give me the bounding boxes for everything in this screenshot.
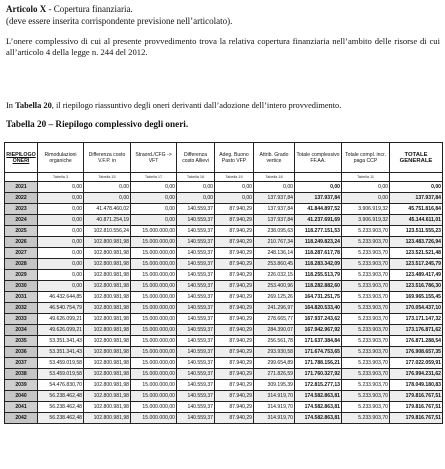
summary-text: , il riepilogo riassuntivo degli oneri derivanti dall’adozione dell’intero provvedimento. — [51, 101, 342, 110]
year-cell: 2027 — [5, 248, 38, 259]
ref-cell: Tabella 11 — [342, 173, 390, 182]
table-header-row — [5, 143, 443, 173]
differenza-vfp-cell: 102.800.981,98 — [84, 336, 131, 347]
header-grado-vertice: Attrib. Grado vertice — [254, 143, 295, 173]
rimodulazioni-cell: 53.459.019,58 — [38, 369, 84, 380]
year-cell: 2036 — [5, 347, 38, 358]
summary-paragraph — [6, 101, 341, 110]
year-cell: 2025 — [5, 226, 38, 237]
differenza-vfp-cell: 102.800.981,98 — [84, 237, 131, 248]
year-cell: 2039 — [5, 380, 38, 391]
totale-ffaa-cell: 164.820.533,40 — [295, 303, 342, 314]
straordinari-cell: 15.000.000,00 — [131, 270, 177, 281]
straordinari-cell: 15.000.000,00 — [131, 391, 177, 402]
allievi-cell: 140.559,37 — [177, 303, 215, 314]
totale-ccp-cell: 5.233.903,70 — [342, 325, 390, 336]
ref-cell: Tabella 3 — [38, 173, 84, 182]
totale-ccp-cell: 3.906.919,32 — [342, 215, 390, 226]
differenza-vfp-cell: 102.800.981,98 — [84, 303, 131, 314]
allievi-cell: 140.559,37 — [177, 281, 215, 292]
ref-cell: Tabella 15 — [84, 173, 131, 182]
totale-ffaa-cell: 118.277.151,53 — [295, 226, 342, 237]
rimodulazioni-cell: 54.476.830,70 — [38, 380, 84, 391]
straordinari-cell: 15.000.000,00 — [131, 237, 177, 248]
buono-pasto-cell: 87.940,29 — [215, 292, 254, 303]
table-row — [5, 292, 443, 303]
year-cell: 2030 — [5, 281, 38, 292]
table-row — [5, 248, 443, 259]
rimodulazioni-cell: 0,00 — [38, 182, 84, 193]
allievi-cell: 140.559,37 — [177, 358, 215, 369]
table-row — [5, 303, 443, 314]
grado-vertice-cell: 271.826,59 — [254, 369, 295, 380]
buono-pasto-cell: 87.940,29 — [215, 226, 254, 237]
header-differenza-vfp: Differenza costo V.F.P. in — [84, 143, 131, 173]
totale-ffaa-cell: 167.937.243,62 — [295, 314, 342, 325]
rimodulazioni-cell: 0,00 — [38, 237, 84, 248]
buono-pasto-cell: 87.940,29 — [215, 413, 254, 424]
allievi-cell: 140.559,37 — [177, 270, 215, 281]
totale-ffaa-cell: 171.788.156,21 — [295, 358, 342, 369]
totale-ccp-cell: 5.233.903,70 — [342, 358, 390, 369]
year-cell: 2041 — [5, 402, 38, 413]
totale-ffaa-cell: 174.582.863,81 — [295, 413, 342, 424]
totale-ffaa-cell: 167.942.967,92 — [295, 325, 342, 336]
table-row — [5, 215, 443, 226]
totale-generale-cell: 123.521.521,48 — [390, 248, 443, 259]
rimodulazioni-cell: 56.238.462,48 — [38, 402, 84, 413]
header-totale-ccp: Totale compl. incr. paga CCP — [342, 143, 390, 173]
totale-ccp-cell: 5.233.903,70 — [342, 336, 390, 347]
rimodulazioni-cell: 0,00 — [38, 204, 84, 215]
article-heading — [6, 4, 133, 14]
totale-ccp-cell: 5.233.903,70 — [342, 347, 390, 358]
allievi-cell: 140.559,37 — [177, 314, 215, 325]
year-cell: 2034 — [5, 325, 38, 336]
buono-pasto-cell: 87.940,29 — [215, 369, 254, 380]
totale-generale-cell: 176.908.657,35 — [390, 347, 443, 358]
grado-vertice-cell: 278.665,77 — [254, 314, 295, 325]
differenza-vfp-cell: 102.800.981,98 — [84, 281, 131, 292]
totale-generale-cell: 123.489.417,49 — [390, 270, 443, 281]
differenza-vfp-cell: 102.800.981,98 — [84, 358, 131, 369]
allievi-cell: 0,00 — [177, 182, 215, 193]
straordinari-cell: 15.000.000,00 — [131, 281, 177, 292]
table-row — [5, 325, 443, 336]
table-reference-row — [5, 173, 443, 182]
totale-ffaa-cell: 174.582.863,81 — [295, 391, 342, 402]
totale-ffaa-cell: 118.249.823,24 — [295, 237, 342, 248]
totale-ccp-cell: 5.233.903,70 — [342, 281, 390, 292]
straordinari-cell: 15.000.000,00 — [131, 336, 177, 347]
header-straordinari-cfg: Straord./CFG -> VFT — [131, 143, 177, 173]
insertion-note: (deve essere inserita corrispondente previsione nell’articolato). — [6, 16, 233, 26]
totale-ccp-cell: 5.233.903,70 — [342, 248, 390, 259]
straordinari-cell: 15.000.000,00 — [131, 314, 177, 325]
totale-ccp-cell: 0,00 — [342, 193, 390, 204]
buono-pasto-cell: 87.940,29 — [215, 325, 254, 336]
differenza-vfp-cell: 102.800.981,98 — [84, 413, 131, 424]
totale-ffaa-cell: 171.674.753,65 — [295, 347, 342, 358]
straordinari-cell: 15.000.000,00 — [131, 292, 177, 303]
table-row — [5, 182, 443, 193]
totale-ccp-cell: 5.233.903,70 — [342, 369, 390, 380]
allievi-cell: 140.559,37 — [177, 347, 215, 358]
table-row — [5, 270, 443, 281]
year-cell: 2024 — [5, 215, 38, 226]
ref-cell: Tabella 18 — [254, 173, 295, 182]
table-row — [5, 369, 443, 380]
ref-cell: Tabella 16 — [177, 173, 215, 182]
allievi-cell: 140.559,37 — [177, 237, 215, 248]
rimodulazioni-cell: 49.626.099,21 — [38, 314, 84, 325]
totale-ccp-cell: 5.233.903,70 — [342, 226, 390, 237]
totale-generale-cell: 179.816.767,51 — [390, 402, 443, 413]
totale-generale-cell: 173.171.147,32 — [390, 314, 443, 325]
article-label: Articolo X — [6, 4, 47, 14]
totale-ccp-cell: 5.233.903,70 — [342, 413, 390, 424]
year-cell: 2029 — [5, 270, 38, 281]
year-cell: 2037 — [5, 358, 38, 369]
coverage-paragraph: L’onere complessivo di cui al presente provvedimento trova la relativa copertura finanziaria nell’ambito delle risorse di cui all’articolo 4 della legge n. 244 del 2012. — [6, 36, 440, 58]
totale-generale-cell: 173.176.871,62 — [390, 325, 443, 336]
grado-vertice-cell: 238.095,63 — [254, 226, 295, 237]
totale-ccp-cell: 5.233.903,70 — [342, 292, 390, 303]
differenza-vfp-cell: 102.800.981,98 — [84, 347, 131, 358]
differenza-vfp-cell: 102.800.981,98 — [84, 259, 131, 270]
totale-ffaa-cell: 171.637.384,84 — [295, 336, 342, 347]
straordinari-cell: 15.000.000,00 — [131, 226, 177, 237]
year-cell: 2031 — [5, 292, 38, 303]
grado-vertice-cell: 314.919,70 — [254, 402, 295, 413]
table-row — [5, 314, 443, 325]
differenza-vfp-cell: 102.800.981,98 — [84, 380, 131, 391]
header-totale-generale: TOTALE GENERALE — [390, 143, 443, 173]
rimodulazioni-cell: 0,00 — [38, 215, 84, 226]
grado-vertice-cell: 226.032,15 — [254, 270, 295, 281]
straordinari-cell: 15.000.000,00 — [131, 369, 177, 380]
year-cell: 2026 — [5, 237, 38, 248]
grado-vertice-cell: 309.195,39 — [254, 380, 295, 391]
year-cell: 2028 — [5, 259, 38, 270]
allievi-cell: 140.559,37 — [177, 391, 215, 402]
table-row — [5, 402, 443, 413]
totale-generale-cell: 179.816.767,51 — [390, 413, 443, 424]
totale-generale-cell: 137.937,84 — [390, 193, 443, 204]
straordinari-cell: 15.000.000,00 — [131, 248, 177, 259]
rimodulazioni-cell: 46.432.644,85 — [38, 292, 84, 303]
year-cell: 2023 — [5, 204, 38, 215]
grado-vertice-cell: 137.937,84 — [254, 215, 295, 226]
buono-pasto-cell: 87.940,29 — [215, 391, 254, 402]
buono-pasto-cell: 87.940,29 — [215, 380, 254, 391]
table-row — [5, 336, 443, 347]
straordinari-cell: 15.000.000,00 — [131, 259, 177, 270]
year-cell: 2022 — [5, 193, 38, 204]
totale-generale-cell: 177.022.059,91 — [390, 358, 443, 369]
year-cell: 2040 — [5, 391, 38, 402]
year-cell: 2033 — [5, 314, 38, 325]
allievi-cell: 0,00 — [177, 193, 215, 204]
header-totale-ffaa: Totale complessivo FF.AA. — [295, 143, 342, 173]
totale-ffaa-cell: 0,00 — [295, 182, 342, 193]
buono-pasto-cell: 87.940,29 — [215, 402, 254, 413]
totale-ffaa-cell: 118.255.513,79 — [295, 270, 342, 281]
totale-ffaa-cell: 41.844.897,52 — [295, 204, 342, 215]
totale-generale-cell: 123.511.555,23 — [390, 226, 443, 237]
differenza-vfp-cell: 102.800.981,98 — [84, 391, 131, 402]
totale-generale-cell: 176.871.288,54 — [390, 336, 443, 347]
differenza-vfp-cell: 102.800.981,98 — [84, 402, 131, 413]
year-cell: 2032 — [5, 303, 38, 314]
buono-pasto-cell: 87.940,29 — [215, 281, 254, 292]
differenza-vfp-cell: 102.800.981,98 — [84, 369, 131, 380]
ref-cell: Tabella 17 — [131, 173, 177, 182]
buono-pasto-cell: 87.940,29 — [215, 259, 254, 270]
year-cell: 2042 — [5, 413, 38, 424]
rimodulazioni-cell: 53.459.019,58 — [38, 358, 84, 369]
straordinari-cell: 15.000.000,00 — [131, 303, 177, 314]
totale-generale-cell: 179.816.767,51 — [390, 391, 443, 402]
buono-pasto-cell: 0,00 — [215, 193, 254, 204]
grado-vertice-cell: 314.919,70 — [254, 413, 295, 424]
table-row — [5, 259, 443, 270]
buono-pasto-cell: 87.940,29 — [215, 347, 254, 358]
totale-ccp-cell: 5.233.903,70 — [342, 270, 390, 281]
grado-vertice-cell: 253.400,96 — [254, 281, 295, 292]
rimodulazioni-cell: 56.238.462,48 — [38, 413, 84, 424]
allievi-cell: 140.559,37 — [177, 292, 215, 303]
buono-pasto-cell: 87.940,29 — [215, 336, 254, 347]
table-row — [5, 204, 443, 215]
allievi-cell: 140.559,37 — [177, 413, 215, 424]
rimodulazioni-cell: 53.351.341,43 — [38, 347, 84, 358]
straordinari-cell: 0,00 — [131, 182, 177, 193]
grado-vertice-cell: 284.390,07 — [254, 325, 295, 336]
rimodulazioni-cell: 0,00 — [38, 270, 84, 281]
totale-ffaa-cell: 118.283.342,09 — [295, 259, 342, 270]
grado-vertice-cell: 248.136,14 — [254, 248, 295, 259]
totale-ccp-cell: 5.233.903,70 — [342, 402, 390, 413]
differenza-vfp-cell: 102.800.981,98 — [84, 270, 131, 281]
totale-generale-cell: 178.049.180,83 — [390, 380, 443, 391]
summary-table-ref: Tabella 20 — [15, 101, 52, 110]
header-differenza-allievi: Differenza costo Allievi — [177, 143, 215, 173]
table-row — [5, 380, 443, 391]
differenza-vfp-cell: 102.800.981,98 — [84, 292, 131, 303]
grado-vertice-cell: 269.125,26 — [254, 292, 295, 303]
article-title: - Copertura finanziaria. — [46, 4, 133, 14]
differenza-vfp-cell: 102.800.981,98 — [84, 248, 131, 259]
rimodulazioni-cell: 0,00 — [38, 226, 84, 237]
allievi-cell: 140.559,37 — [177, 336, 215, 347]
straordinari-cell: 15.000.000,00 — [131, 358, 177, 369]
header-buono-pasto: Adeg. Buono Pasto VFP — [215, 143, 254, 173]
table-row — [5, 281, 443, 292]
rimodulazioni-cell: 49.626.099,21 — [38, 325, 84, 336]
straordinari-cell: 0,00 — [131, 204, 177, 215]
totale-generale-cell: 123.516.786,30 — [390, 281, 443, 292]
totale-ffaa-cell: 118.287.617,78 — [295, 248, 342, 259]
straordinari-cell: 15.000.000,00 — [131, 413, 177, 424]
straordinari-cell: 0,00 — [131, 193, 177, 204]
allievi-cell: 140.559,37 — [177, 259, 215, 270]
straordinari-cell: 15.000.000,00 — [131, 325, 177, 336]
grado-vertice-cell: 137.937,84 — [254, 204, 295, 215]
totale-generale-cell: 123.517.245,79 — [390, 259, 443, 270]
totale-ffaa-cell: 137.937,84 — [295, 193, 342, 204]
ref-cell — [5, 173, 38, 182]
rimodulazioni-cell: 0,00 — [38, 193, 84, 204]
buono-pasto-cell: 87.940,29 — [215, 204, 254, 215]
grado-vertice-cell: 241.296,97 — [254, 303, 295, 314]
grado-vertice-cell: 137.937,84 — [254, 193, 295, 204]
differenza-vfp-cell: 102.800.981,98 — [84, 325, 131, 336]
straordinari-cell: 0,00 — [131, 215, 177, 226]
totale-ccp-cell: 5.233.903,70 — [342, 237, 390, 248]
table-row — [5, 226, 443, 237]
totale-generale-cell: 45.751.816,84 — [390, 204, 443, 215]
allievi-cell: 140.559,37 — [177, 248, 215, 259]
buono-pasto-cell: 87.940,29 — [215, 358, 254, 369]
straordinari-cell: 15.000.000,00 — [131, 402, 177, 413]
totale-ccp-cell: 5.233.903,70 — [342, 259, 390, 270]
totale-generale-cell: 169.965.155,45 — [390, 292, 443, 303]
buono-pasto-cell: 87.940,29 — [215, 248, 254, 259]
allievi-cell: 140.559,37 — [177, 215, 215, 226]
totale-generale-cell: 170.054.437,10 — [390, 303, 443, 314]
rimodulazioni-cell: 46.540.754,79 — [38, 303, 84, 314]
totale-ffaa-cell: 172.815.277,13 — [295, 380, 342, 391]
buono-pasto-cell: 87.940,29 — [215, 237, 254, 248]
totale-ccp-cell: 5.233.903,70 — [342, 303, 390, 314]
totale-ccp-cell: 5.233.903,70 — [342, 391, 390, 402]
allievi-cell: 140.559,37 — [177, 369, 215, 380]
totale-generale-cell: 123.483.726,94 — [390, 237, 443, 248]
buono-pasto-cell: 87.940,29 — [215, 303, 254, 314]
differenza-vfp-cell: 102.800.981,98 — [84, 314, 131, 325]
allievi-cell: 140.559,37 — [177, 402, 215, 413]
totale-ccp-cell: 3.906.919,32 — [342, 204, 390, 215]
ref-cell — [390, 173, 443, 182]
rimodulazioni-cell: 0,00 — [38, 248, 84, 259]
buono-pasto-cell: 0,00 — [215, 182, 254, 193]
allievi-cell: 140.559,37 — [177, 226, 215, 237]
ref-cell: Tabella 19 — [215, 173, 254, 182]
totale-ffaa-cell: 164.731.251,75 — [295, 292, 342, 303]
differenza-vfp-cell: 0,00 — [84, 193, 131, 204]
rimodulazioni-cell: 0,00 — [38, 281, 84, 292]
allievi-cell: 140.559,37 — [177, 204, 215, 215]
differenza-vfp-cell: 102.810.556,24 — [84, 226, 131, 237]
differenza-vfp-cell: 41.478.460,02 — [84, 204, 131, 215]
rimodulazioni-cell: 53.351.341,43 — [38, 336, 84, 347]
table-row — [5, 347, 443, 358]
grado-vertice-cell: 253.860,45 — [254, 259, 295, 270]
totale-ffaa-cell: 174.582.863,81 — [295, 402, 342, 413]
charges-summary-table — [4, 142, 443, 424]
rimodulazioni-cell: 56.238.462,48 — [38, 391, 84, 402]
differenza-vfp-cell: 40.871.254,19 — [84, 215, 131, 226]
table-row — [5, 413, 443, 424]
straordinari-cell: 15.000.000,00 — [131, 347, 177, 358]
grado-vertice-cell: 314.919,70 — [254, 391, 295, 402]
header-riepilogo-oneri: RIEPILOGO ONERI — [5, 143, 38, 173]
table-row — [5, 358, 443, 369]
totale-ffaa-cell: 118.282.882,60 — [295, 281, 342, 292]
grado-vertice-cell: 0,00 — [254, 182, 295, 193]
grado-vertice-cell: 293.930,58 — [254, 347, 295, 358]
year-cell: 2021 — [5, 182, 38, 193]
totale-ffaa-cell: 171.760.327,92 — [295, 369, 342, 380]
totale-generale-cell: 176.994.231,62 — [390, 369, 443, 380]
header-rimodulazioni: Rimodulazioni organiche — [38, 143, 84, 173]
buono-pasto-cell: 87.940,29 — [215, 314, 254, 325]
year-cell: 2038 — [5, 369, 38, 380]
allievi-cell: 140.559,37 — [177, 380, 215, 391]
grado-vertice-cell: 210.767,34 — [254, 237, 295, 248]
straordinari-cell: 15.000.000,00 — [131, 380, 177, 391]
table-row — [5, 193, 443, 204]
table-caption: Tabella 20 – Riepilogo complessivo degli oneri. — [6, 119, 189, 129]
grado-vertice-cell: 299.654,89 — [254, 358, 295, 369]
buono-pasto-cell: 87.940,29 — [215, 270, 254, 281]
table-row — [5, 237, 443, 248]
totale-ffaa-cell: 41.237.691,69 — [295, 215, 342, 226]
year-cell: 2035 — [5, 336, 38, 347]
ref-cell — [295, 173, 342, 182]
differenza-vfp-cell: 0,00 — [84, 182, 131, 193]
totale-ccp-cell: 0,00 — [342, 182, 390, 193]
totale-generale-cell: 45.144.611,01 — [390, 215, 443, 226]
summary-prefix: In — [6, 101, 16, 110]
buono-pasto-cell: 87.940,29 — [215, 215, 254, 226]
totale-ccp-cell: 5.233.903,70 — [342, 314, 390, 325]
grado-vertice-cell: 256.561,78 — [254, 336, 295, 347]
totale-generale-cell: 0,00 — [390, 182, 443, 193]
totale-ccp-cell: 5.233.903,70 — [342, 380, 390, 391]
allievi-cell: 140.559,37 — [177, 325, 215, 336]
table-row — [5, 391, 443, 402]
rimodulazioni-cell: 0,00 — [38, 259, 84, 270]
